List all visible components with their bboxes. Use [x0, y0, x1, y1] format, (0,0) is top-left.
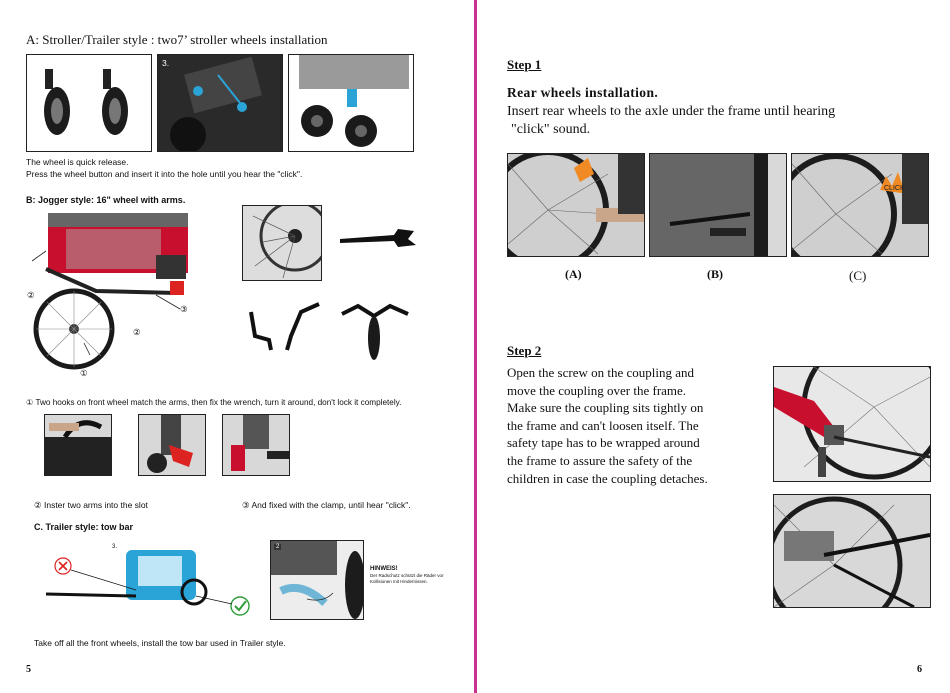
wrench-illustration — [338, 225, 418, 255]
wheel-inserted-image — [288, 54, 414, 152]
rear-wheel-photo-a — [507, 153, 645, 257]
caption-b: (B) — [707, 267, 723, 281]
step2-line: the frame and can't loosen itself. The — [507, 417, 699, 433]
right-page — [476, 0, 950, 693]
section-a-note-1: The wheel is quick release. — [26, 157, 129, 167]
step2-line: safety tape has to be wrapped around — [507, 435, 700, 451]
safety-tape-photo — [773, 494, 931, 608]
callout-2-label: ② — [27, 290, 35, 300]
step2-line: the frame to assure the safety of the — [507, 452, 693, 468]
rear-wheel-photo-b — [649, 153, 787, 257]
page-number-left: 5 — [26, 664, 31, 675]
step-1-instruction: ① Two hooks on front wheel match the arms, then fix the wrench, turn it around, don't lock it completely. — [26, 398, 402, 407]
section-c-title: C. Trailer style: tow bar — [34, 522, 134, 532]
wheel-guard-image — [270, 540, 364, 620]
step1-heading: Step 1 — [507, 57, 542, 72]
step2-heading: Step 2 — [507, 343, 542, 358]
wheel-button-image — [157, 54, 283, 152]
clamp-photo — [138, 414, 206, 476]
step2-line: move the coupling over the frame. — [507, 382, 687, 398]
step2-line: Make sure the coupling sits tightly on — [507, 400, 704, 416]
section-b-title: B: Jogger style: 16" wheel with arms. — [26, 195, 186, 205]
insert-arms-photo — [44, 414, 112, 476]
clamp-click-photo — [222, 414, 290, 476]
guard-image-number: 2 — [276, 544, 280, 550]
section-a-title: A: Stroller/Trailer style : two7’ stroller wheels installation — [26, 32, 328, 47]
step2-text — [507, 364, 729, 487]
page-number-right: 6 — [917, 664, 922, 675]
tow-image-number: 3. — [112, 544, 118, 550]
coupling-photo — [773, 366, 931, 482]
caption-a: (A) — [565, 267, 582, 281]
tow-bar-illustration — [46, 540, 260, 618]
arms-illustration — [245, 296, 325, 356]
step-2-instruction: ② Inster two arms into the slot — [34, 500, 148, 510]
step2-line: children in case the coupling detaches. — [507, 470, 708, 486]
image-number: 3. — [162, 58, 170, 68]
hinweis-text: Der Radschutz schützt die Räder vor Kollisionen mit Hindernissen. — [370, 573, 444, 584]
step1-text-line-2: "click" sound. — [511, 122, 591, 137]
callout-1-label: ① — [80, 368, 88, 378]
step2-line: Open the screw on the coupling and — [507, 365, 695, 380]
section-c-note: Take off all the front wheels, install the tow bar used in Trailer style. — [34, 638, 286, 648]
jogger-illustration — [26, 205, 216, 385]
hub-closeup-image — [242, 205, 322, 281]
step1-subtitle: Rear wheels installation. — [507, 85, 659, 100]
step-3-instruction: ③ And fixed with the clamp, until hear "click". — [242, 500, 411, 510]
callout-2b-label: ② — [133, 327, 141, 337]
rear-wheel-photo-c — [791, 153, 929, 257]
step1-text-line-1: Insert rear wheels to the axle under the frame until hearing — [507, 104, 836, 119]
click-label: CLICK — [884, 185, 905, 192]
section-a-note-2: Press the wheel button and insert it into the hole until you hear the "click". — [26, 169, 303, 179]
front-wheel-arms-illustration — [336, 296, 416, 360]
callout-3-label: ③ — [180, 304, 188, 314]
hinweis-title: HINWEIS! — [370, 566, 398, 572]
stroller-wheels-image — [26, 54, 152, 152]
caption-c: (C) — [849, 268, 867, 283]
